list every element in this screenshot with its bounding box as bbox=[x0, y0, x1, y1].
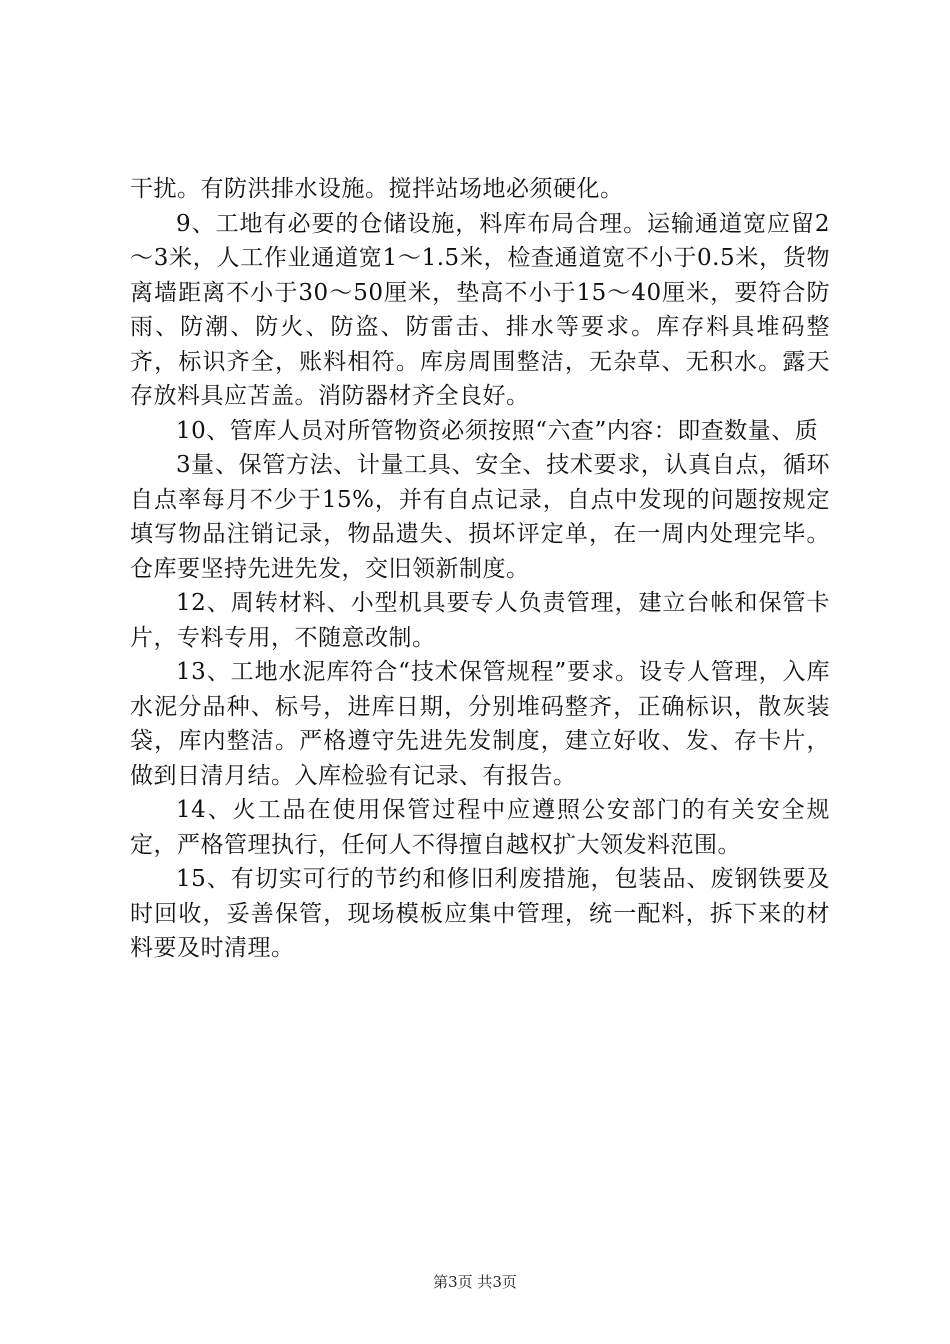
paragraph-item-9: 9、工地有必要的仓储设施，料库布局合理。运输通道宽应留2～3米，人工作业通道宽1～1.5米，检查通道宽不小于0.5米，货物离墙距离不小于30～50厘米，垫高不小于15～40厘米，要符合防雨、防潮、防火、防盗、防雷击、排水等要求。库存料具堆码整齐，标识齐全，账料相符。库房周围整洁，无杂草、无积水。露天存放料具应苫盖。消防器材齐全良好。 bbox=[130, 210, 830, 409]
page-footer: 第3页 共3页 bbox=[433, 1273, 517, 1291]
paragraph-item-14: 14、火工品在使用保管过程中应遵照公安部门的有关安全规定，严格管理执行，任何人不得擅自越权扩大领发料范围。 bbox=[130, 797, 830, 858]
paragraph-continuation: 干扰。有防洪排水设施。搅拌站场地必须硬化。 bbox=[130, 176, 624, 202]
document-body bbox=[130, 172, 830, 966]
paragraph-item-12: 12、周转材料、小型机具要专人负责管理，建立台帐和保管卡片，专料专用，不随意改制。 bbox=[130, 590, 830, 651]
paragraph-item-13: 13、工地水泥库符合“技术保管规程”要求。设专人管理，入库水泥分品种、标号，进库日期，分别堆码整齐，正确标识，散灰装袋，库内整洁。严格遵守先进先发制度，建立好收、发、存卡片，做到日清月结。入库检验有记录、有报告。 bbox=[130, 659, 830, 789]
paragraph-item-10: 10、管库人员对所管物资必须按照“六查”内容：即查数量、质 bbox=[176, 417, 819, 444]
paragraph-item-10-continued: 3量、保管方法、计量工具、安全、技术要求，认真自点，循环自点率每月不少于15%，并有自点记录，自点中发现的问题按规定填写物品注销记录，物品遗失、损坏评定单，在一周内处理完毕。仓库要坚持先进先发，交旧领新制度。 bbox=[130, 452, 830, 582]
paragraph-item-15: 15、有切实可行的节约和修旧利废措施，包装品、废钢铁要及时回收，妥善保管，现场模板应集中管理，统一配料，拆下来的材料要及时清理。 bbox=[130, 866, 830, 961]
